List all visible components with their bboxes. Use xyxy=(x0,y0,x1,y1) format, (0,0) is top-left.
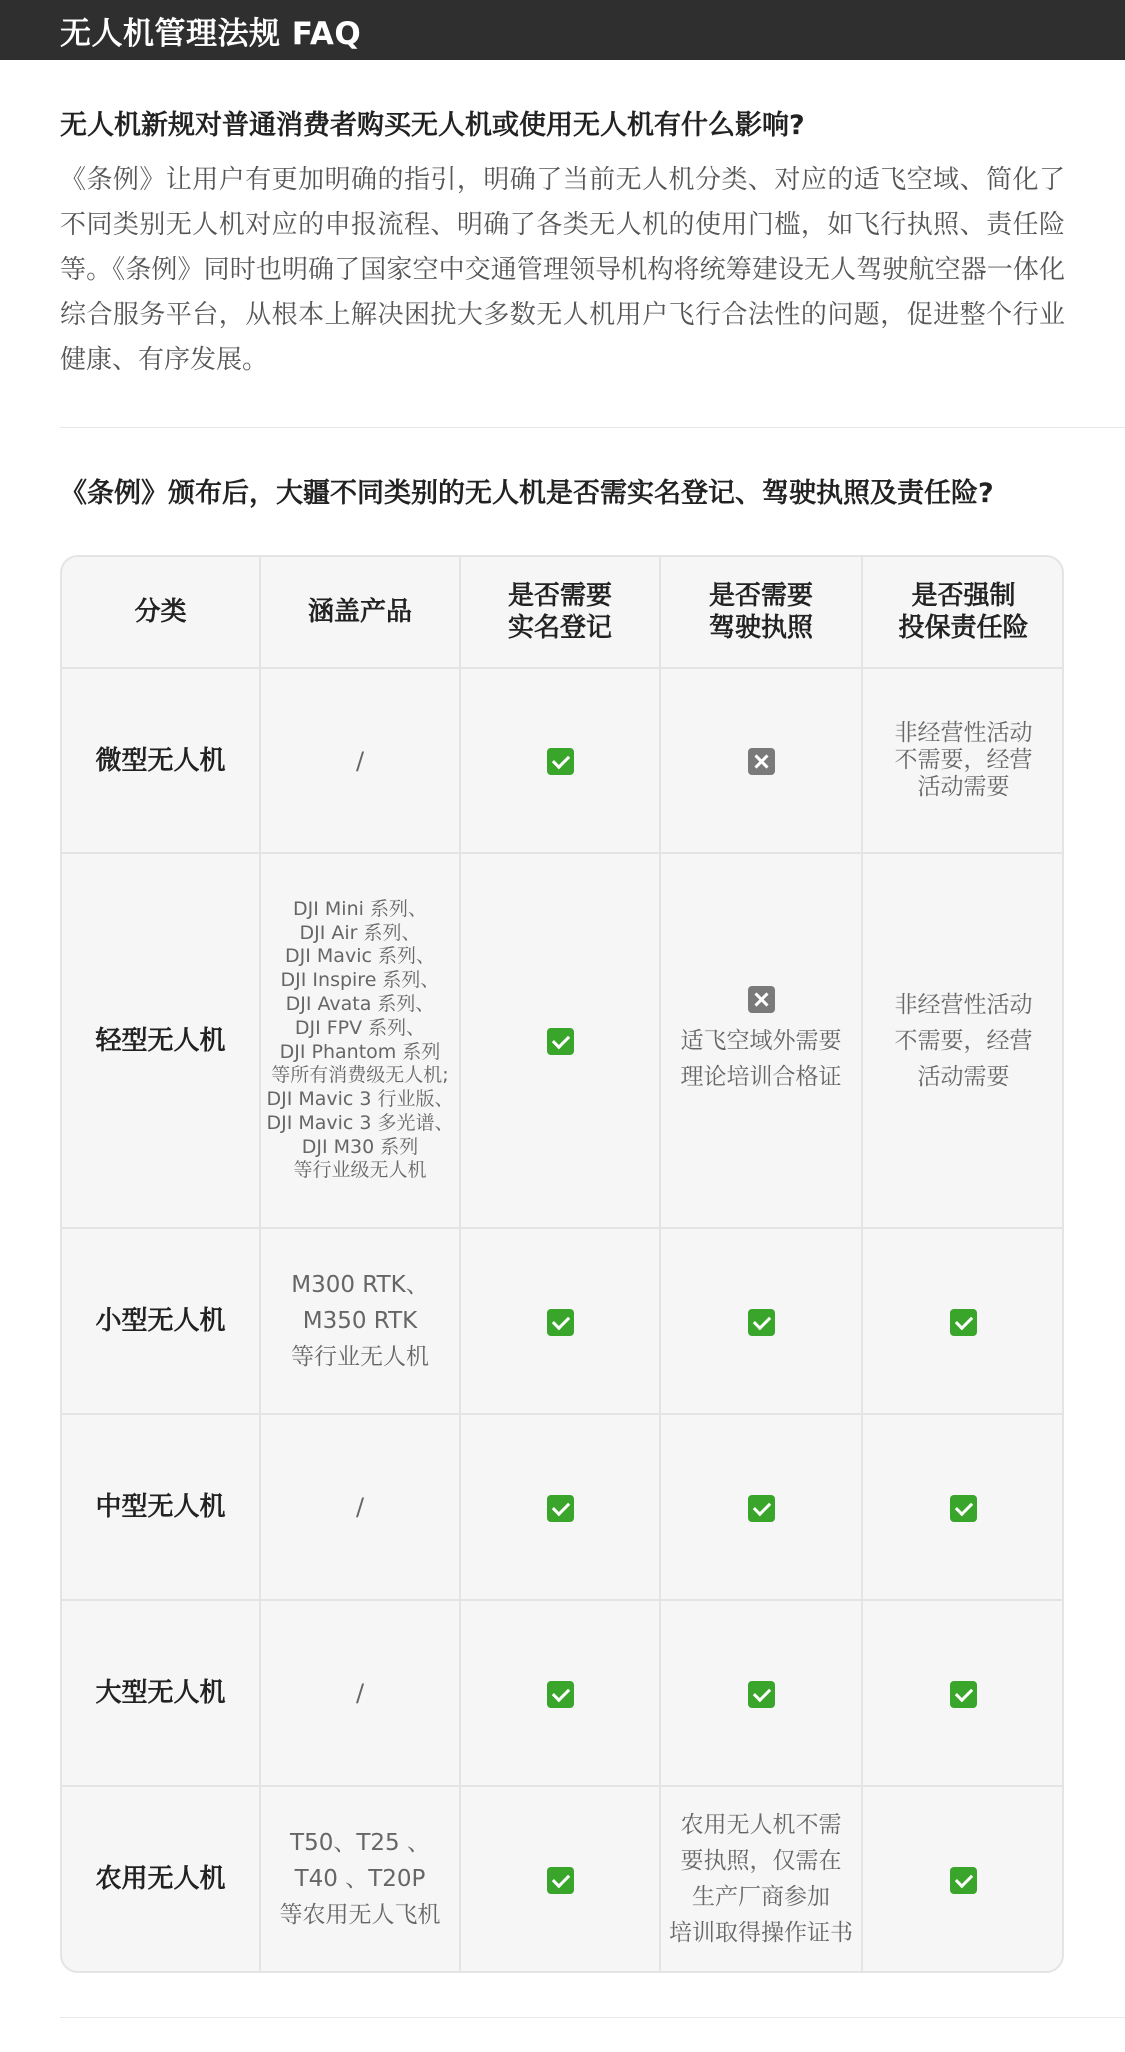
realname-cell xyxy=(460,668,660,853)
category-cell: 中型无人机 xyxy=(62,1414,260,1600)
products-list: M300 RTK、 M350 RTK 等行业无人机 xyxy=(291,1272,429,1370)
check-square-icon xyxy=(950,1495,977,1522)
insurance-cell xyxy=(862,1414,1064,1600)
check-square-icon xyxy=(547,1028,574,1055)
realname-cell xyxy=(460,1786,660,1971)
check-square-icon xyxy=(950,1867,977,1894)
products-cell: / xyxy=(260,668,460,853)
realname-cell xyxy=(460,1414,660,1600)
faq-question-1: 无人机新规对普通消费者购买无人机或使用无人机有什么影响? xyxy=(60,110,805,141)
table-row xyxy=(62,1228,1064,1414)
page-header xyxy=(0,0,1125,60)
table-row xyxy=(62,1600,1064,1786)
category-cell: 大型无人机 xyxy=(62,1600,260,1786)
check-square-icon xyxy=(748,1681,775,1708)
license-cell xyxy=(660,668,862,853)
faq-answer-1: 《条例》让用户有更加明确的指引，明确了当前无人机分类、对应的适飞空域、简化了不同类别无人机对应的申报流程、明确了各类无人机的使用门槛，如飞行执照、责任险等。《条例》同时也明确了国家空中交通管理领导机构将统筹建设无人驾驶航空器一体化综合服务平台，从根本上解决困扰大多数无人机用户飞行合法性的问题，促进整个行业健康、有序发展。 xyxy=(60,165,1065,375)
table-row xyxy=(62,668,1064,853)
check-square-icon xyxy=(547,1867,574,1894)
header-license: 是否需要 驾驶执照 xyxy=(660,557,862,668)
products-cell: / xyxy=(260,1600,460,1786)
section-divider xyxy=(60,2017,1125,2018)
products-list: DJI Mini 系列、 DJI Air 系列、 DJI Mavic 系列、 DJI Inspire 系列、 DJI Avata 系列、 DJI FPV 系列、 DJI Phantom 系列 等所有消费级无人机; DJI Mavic 3 行业版、 DJI Mavic 3 多光谱、 DJI M30 系列 等行业级无人机 xyxy=(266,897,454,1182)
realname-cell xyxy=(460,1600,660,1786)
check-square-icon xyxy=(547,1309,574,1336)
header-insurance: 是否强制 投保责任险 xyxy=(862,557,1064,668)
products-cell xyxy=(260,1228,460,1414)
check-square-icon xyxy=(748,1495,775,1522)
faq-content xyxy=(0,108,1125,2018)
table-row xyxy=(62,853,1064,1228)
insurance-cell xyxy=(862,853,1064,1228)
check-square-icon xyxy=(748,1309,775,1336)
license-cell xyxy=(660,1228,862,1414)
check-square-icon xyxy=(547,1495,574,1522)
check-square-icon xyxy=(547,748,574,775)
cross-square-icon xyxy=(748,986,775,1013)
section-divider xyxy=(60,427,1125,428)
category-cell: 微型无人机 xyxy=(62,668,260,853)
table-header-row xyxy=(62,557,1064,668)
license-cell xyxy=(660,1600,862,1786)
insurance-note: 非经营性活动 不需要，经营 活动需要 xyxy=(894,991,1033,1090)
table-row xyxy=(62,1786,1064,1971)
check-square-icon xyxy=(950,1681,977,1708)
cross-square-icon xyxy=(748,748,775,775)
realname-cell xyxy=(460,1228,660,1414)
insurance-cell xyxy=(862,668,1064,853)
license-note: 农用无人机不需 要执照，仅需在 生产厂商参加 培训取得操作证书 xyxy=(669,1812,853,1946)
insurance-note: 非经营性活动 不需要，经营 活动需要 xyxy=(894,720,1033,800)
license-cell xyxy=(660,1414,862,1600)
header-realname: 是否需要 实名登记 xyxy=(460,557,660,668)
table-row xyxy=(62,1414,1064,1600)
category-cell: 小型无人机 xyxy=(62,1228,260,1414)
check-square-icon xyxy=(950,1309,977,1336)
insurance-cell xyxy=(862,1786,1064,1971)
products-cell: / xyxy=(260,1414,460,1600)
category-cell: 农用无人机 xyxy=(62,1786,260,1971)
products-cell xyxy=(260,853,460,1228)
realname-cell xyxy=(460,853,660,1228)
license-note: 适飞空域外需要 理论培训合格证 xyxy=(680,1028,842,1090)
page-title: 无人机管理法规 FAQ xyxy=(60,15,362,52)
insurance-cell xyxy=(862,1600,1064,1786)
header-category: 分类 xyxy=(62,557,260,668)
drone-category-table xyxy=(60,555,1064,1973)
products-cell xyxy=(260,1786,460,1971)
header-products: 涵盖产品 xyxy=(260,557,460,668)
insurance-cell xyxy=(862,1228,1064,1414)
license-cell xyxy=(660,1786,862,1971)
faq-question-2: 《条例》颁布后，大疆不同类别的无人机是否需实名登记、驾驶执照及责任险? xyxy=(60,478,994,509)
check-square-icon xyxy=(547,1681,574,1708)
products-list: T50、T25 、 T40 、T20P 等农用无人飞机 xyxy=(279,1830,441,1928)
category-cell: 轻型无人机 xyxy=(62,853,260,1228)
license-cell xyxy=(660,853,862,1228)
